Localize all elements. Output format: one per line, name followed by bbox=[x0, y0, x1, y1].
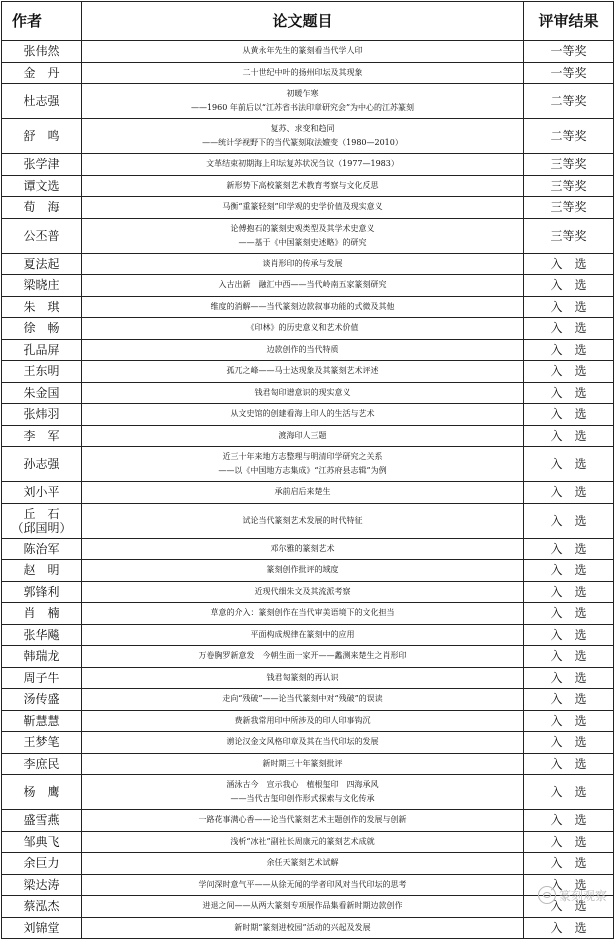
paper-title-cell bbox=[82, 603, 524, 625]
author-name: 李庶民 bbox=[23, 756, 60, 771]
table-row bbox=[2, 197, 614, 219]
paper-title-cell bbox=[82, 874, 524, 896]
author-cell bbox=[2, 710, 82, 732]
paper-title-cell bbox=[82, 318, 524, 340]
table-row bbox=[2, 218, 614, 253]
author-name: 蔡泓杰 bbox=[23, 899, 60, 914]
author-cell bbox=[2, 361, 82, 383]
author-name: 朱金国 bbox=[23, 385, 60, 400]
header-result: 评审结果 bbox=[524, 2, 614, 41]
paper-title-cell bbox=[82, 62, 524, 84]
author-name: 杜志强 bbox=[23, 94, 60, 108]
paper-subtitle: ——1960 年前后以“江苏省书法印章研究会”为中心的江苏篆刻 bbox=[190, 103, 415, 112]
paper-title: 浅析“冰社”副社长周康元的篆刻艺术成就 bbox=[230, 836, 375, 846]
paper-title: 马衡“重篆轻刻”印学观的史学价值及现实意义 bbox=[222, 202, 383, 212]
author-name: 公丕普 bbox=[23, 228, 60, 243]
paper-title: 入古出新 融汇中西——当代岭南五家篆刻研究 bbox=[218, 280, 387, 290]
table-row bbox=[2, 447, 614, 482]
paper-title-cell bbox=[82, 831, 524, 853]
author-name: 朱 琪 bbox=[23, 299, 60, 314]
author-cell bbox=[2, 538, 82, 560]
paper-title: 新时期“篆刻进校园”活动的兴起及发展 bbox=[234, 922, 371, 932]
result-cell: 三等奖 bbox=[524, 175, 614, 197]
paper-title-cell bbox=[82, 84, 524, 119]
author-cell bbox=[2, 84, 82, 119]
paper-title: 篆刻创作批评的域度 bbox=[266, 565, 339, 575]
table-row bbox=[2, 404, 614, 426]
result-cell: 入 选 bbox=[524, 896, 614, 918]
paper-title-cell bbox=[82, 917, 524, 939]
result-cell: 入 选 bbox=[524, 810, 614, 832]
paper-title: 余任天篆刻艺术试解 bbox=[266, 858, 339, 868]
author-name: 余巨力 bbox=[23, 856, 60, 871]
paper-title-cell bbox=[82, 581, 524, 603]
author-cell bbox=[2, 853, 82, 875]
author-name: 汤传盛 bbox=[23, 692, 60, 707]
result-cell: 入 选 bbox=[524, 382, 614, 404]
author-name: 邹典飞 bbox=[23, 834, 60, 849]
author-cell bbox=[2, 581, 82, 603]
paper-title: 费新我常用印中所涉及的印人印事钩沉 bbox=[234, 715, 371, 725]
paper-title-cell bbox=[82, 732, 524, 754]
author-name: 谭文选 bbox=[23, 178, 60, 193]
author-cell bbox=[2, 41, 82, 63]
paper-title: 谈肖形印的传承与发展 bbox=[262, 258, 343, 268]
author-cell bbox=[2, 382, 82, 404]
paper-title: 维度的消解——当代篆刻边款叙事功能的式微及其他 bbox=[210, 301, 395, 311]
result-cell: 入 选 bbox=[524, 503, 614, 538]
paper-title: 从黄永年先生的篆刻看当代学人印 bbox=[242, 46, 363, 56]
table-row bbox=[2, 603, 614, 625]
table-row bbox=[2, 275, 614, 297]
author-cell bbox=[2, 831, 82, 853]
table-row bbox=[2, 503, 614, 538]
table-row bbox=[2, 62, 614, 84]
paper-title-cell bbox=[82, 667, 524, 689]
result-cell: 入 选 bbox=[524, 581, 614, 603]
paper-title: 近三十年来地方志整理与明清印学研究之关系 bbox=[222, 452, 383, 461]
result-cell: 二等奖 bbox=[524, 84, 614, 119]
result-cell: 入 选 bbox=[524, 425, 614, 447]
table-row bbox=[2, 318, 614, 340]
paper-title-cell bbox=[82, 896, 524, 918]
table-body bbox=[2, 41, 614, 939]
author-name: 盛雪燕 bbox=[23, 813, 60, 828]
author-name: 刘小平 bbox=[23, 485, 60, 500]
table-row bbox=[2, 732, 614, 754]
paper-title: 近现代细朱文及其流派考察 bbox=[254, 586, 351, 596]
author-name: 夏法起 bbox=[23, 256, 60, 271]
result-cell: 一等奖 bbox=[524, 62, 614, 84]
paper-title: 一路花事满心香——论当代篆刻艺术主题创作的发展与创新 bbox=[198, 815, 407, 825]
author-cell bbox=[2, 503, 82, 538]
table-row bbox=[2, 296, 614, 318]
paper-title-cell bbox=[82, 253, 524, 275]
paper-title: 走向“残破”——论当代篆刻中对“残破”的误读 bbox=[222, 694, 383, 704]
paper-title: 草意的介入：篆刻创作在当代审美语境下的文化担当 bbox=[210, 608, 395, 618]
paper-title-cell bbox=[82, 425, 524, 447]
author-cell bbox=[2, 874, 82, 896]
paper-title: 初暖乍寒 bbox=[286, 89, 319, 98]
author-cell bbox=[2, 62, 82, 84]
result-cell: 入 选 bbox=[524, 339, 614, 361]
author-name: 金 丹 bbox=[23, 65, 60, 80]
author-name: 王东明 bbox=[23, 364, 60, 379]
author-name: 张华飚 bbox=[23, 627, 60, 642]
paper-title: 论傅抱石的篆刻史观类型及其学术史意义 bbox=[230, 223, 375, 233]
author-name: 韩瑞龙 bbox=[23, 649, 60, 664]
paper-title: 渡海印人三题 bbox=[278, 430, 327, 440]
paper-title: 进退之间——从两大篆刻专项展作品集看新时期边款创作 bbox=[202, 901, 403, 911]
wechat-icon bbox=[538, 886, 556, 904]
author-name: 刘锦堂 bbox=[23, 920, 60, 935]
author-name: 陈治军 bbox=[23, 541, 60, 556]
paper-title-cell bbox=[82, 154, 524, 176]
paper-title-cell bbox=[82, 538, 524, 560]
result-cell: 二等奖 bbox=[524, 119, 614, 154]
paper-title-cell bbox=[82, 296, 524, 318]
author-cell bbox=[2, 425, 82, 447]
author-cell bbox=[2, 810, 82, 832]
author-cell bbox=[2, 404, 82, 426]
paper-title: 万卷胸罗新意发 今朝生面一家开——蠡测来楚生之肖形印 bbox=[198, 651, 407, 661]
author-cell bbox=[2, 119, 82, 154]
result-cell: 入 选 bbox=[524, 775, 614, 810]
table-row bbox=[2, 425, 614, 447]
result-cell: 入 选 bbox=[524, 874, 614, 896]
paper-title-cell bbox=[82, 646, 524, 668]
paper-title-cell bbox=[82, 218, 524, 253]
paper-title-cell bbox=[82, 382, 524, 404]
result-cell: 入 选 bbox=[524, 296, 614, 318]
paper-title-cell bbox=[82, 361, 524, 383]
table-row bbox=[2, 624, 614, 646]
paper-title: 承前启后来楚生 bbox=[274, 487, 331, 497]
paper-title-cell bbox=[82, 119, 524, 154]
author-name: 肖 楠 bbox=[23, 606, 60, 621]
author-name: 王梦笔 bbox=[23, 735, 60, 750]
table-row bbox=[2, 339, 614, 361]
paper-title-cell bbox=[82, 775, 524, 810]
result-cell: 入 选 bbox=[524, 603, 614, 625]
author-cell bbox=[2, 175, 82, 197]
author-cell bbox=[2, 896, 82, 918]
author-cell bbox=[2, 624, 82, 646]
author-cell bbox=[2, 917, 82, 939]
paper-title: 学问深时意气平——从徐无闻的学者印风对当代印坛的思考 bbox=[198, 879, 407, 889]
paper-subtitle: ——当代古玺印创作形式探索与文化传承 bbox=[230, 794, 375, 803]
author-name: 梁晓庄 bbox=[23, 278, 60, 293]
result-cell: 入 选 bbox=[524, 538, 614, 560]
header-author: 作者 bbox=[2, 2, 82, 41]
result-cell: 一等奖 bbox=[524, 41, 614, 63]
table-row bbox=[2, 874, 614, 896]
author-cell bbox=[2, 197, 82, 219]
paper-title: 新形势下高校篆刻艺术教育考察与文化反思 bbox=[226, 180, 379, 190]
paper-title-cell bbox=[82, 753, 524, 775]
author-cell bbox=[2, 646, 82, 668]
result-cell: 入 选 bbox=[524, 275, 614, 297]
paper-title: 钱君匋篆刻的再认识 bbox=[266, 672, 339, 682]
result-cell: 入 选 bbox=[524, 361, 614, 383]
paper-title-cell bbox=[82, 447, 524, 482]
paper-title-cell bbox=[82, 710, 524, 732]
paper-title: 二十世纪中叶的扬州印坛及其现象 bbox=[242, 67, 363, 77]
table-row bbox=[2, 896, 614, 918]
author-cell bbox=[2, 296, 82, 318]
paper-subtitle: ——统计学视野下的当代篆刻取法嬗变（1980—2010） bbox=[202, 138, 403, 147]
result-cell: 入 选 bbox=[524, 253, 614, 275]
author-name: 张伟然 bbox=[23, 44, 60, 59]
result-cell: 三等奖 bbox=[524, 154, 614, 176]
paper-title-cell bbox=[82, 810, 524, 832]
awards-table bbox=[1, 1, 614, 939]
author-name: 张学津 bbox=[23, 157, 60, 172]
paper-title-cell bbox=[82, 689, 524, 711]
author-cell bbox=[2, 667, 82, 689]
result-cell: 入 选 bbox=[524, 710, 614, 732]
paper-title-cell bbox=[82, 482, 524, 504]
result-cell: 入 选 bbox=[524, 646, 614, 668]
author-name: 郭锋利 bbox=[23, 584, 60, 599]
table-row bbox=[2, 538, 614, 560]
table-row bbox=[2, 710, 614, 732]
table-row bbox=[2, 560, 614, 582]
author-name: 孙志强 bbox=[23, 457, 60, 471]
paper-title-cell bbox=[82, 853, 524, 875]
paper-title-cell bbox=[82, 175, 524, 197]
result-cell: 入 选 bbox=[524, 447, 614, 482]
paper-title: 涵泳古今 宣示我心 植根玺印 四海承风 bbox=[226, 780, 379, 789]
table-row bbox=[2, 361, 614, 383]
result-cell: 入 选 bbox=[524, 753, 614, 775]
author-name: 徐 畅 bbox=[23, 321, 60, 336]
table-row bbox=[2, 154, 614, 176]
result-cell: 入 选 bbox=[524, 318, 614, 340]
result-cell: 三等奖 bbox=[524, 218, 614, 253]
paper-title: 试论当代篆刻艺术发展的时代特征 bbox=[242, 515, 363, 525]
table-row bbox=[2, 581, 614, 603]
paper-title: 邓尔雅的篆刻艺术 bbox=[270, 543, 335, 553]
paper-title: 钱君匋印谱意识的现实意义 bbox=[254, 387, 351, 397]
paper-title-cell bbox=[82, 339, 524, 361]
table-row bbox=[2, 853, 614, 875]
author-name: 张炜羽 bbox=[23, 407, 60, 422]
author-name: 舒 鸣 bbox=[23, 129, 60, 143]
paper-title-cell bbox=[82, 41, 524, 63]
paper-title: 文革结束初期海上印坛复苏状况刍议（1977—1983） bbox=[206, 159, 399, 169]
author-cell bbox=[2, 253, 82, 275]
result-cell: 入 选 bbox=[524, 689, 614, 711]
result-cell: 入 选 bbox=[524, 853, 614, 875]
table-row bbox=[2, 917, 614, 939]
paper-title: 新时期三十年篆刻批评 bbox=[262, 758, 343, 768]
author-name: 杨 鹰 bbox=[23, 785, 60, 799]
result-cell: 入 选 bbox=[524, 560, 614, 582]
paper-subtitle: ——以《中国地方志集成》“江苏府县志辑”为例 bbox=[218, 466, 387, 475]
author-alt-name: （邱国明） bbox=[11, 520, 72, 535]
table-row bbox=[2, 810, 614, 832]
table-header-row bbox=[2, 2, 614, 41]
author-cell bbox=[2, 689, 82, 711]
table-row bbox=[2, 382, 614, 404]
table-row bbox=[2, 175, 614, 197]
paper-title: 边款创作的当代特质 bbox=[266, 344, 339, 354]
paper-title: 复苏、求变和趋同 bbox=[270, 124, 335, 133]
author-cell bbox=[2, 447, 82, 482]
author-cell bbox=[2, 482, 82, 504]
table-row bbox=[2, 667, 614, 689]
author-name: 李 军 bbox=[23, 428, 60, 443]
author-cell bbox=[2, 560, 82, 582]
result-cell: 入 选 bbox=[524, 624, 614, 646]
result-cell: 三等奖 bbox=[524, 197, 614, 219]
paper-title-cell bbox=[82, 197, 524, 219]
author-cell bbox=[2, 318, 82, 340]
watermark bbox=[538, 886, 607, 904]
table-row bbox=[2, 689, 614, 711]
paper-title-cell bbox=[82, 275, 524, 297]
result-cell: 入 选 bbox=[524, 831, 614, 853]
author-name: 荀 海 bbox=[23, 200, 60, 215]
author-cell bbox=[2, 775, 82, 810]
table-row bbox=[2, 753, 614, 775]
result-cell: 入 选 bbox=[524, 667, 614, 689]
watermark-text: 篆刻观察 bbox=[558, 888, 607, 903]
author-cell bbox=[2, 603, 82, 625]
author-cell bbox=[2, 275, 82, 297]
table-row bbox=[2, 119, 614, 154]
author-name: 丘 石 bbox=[23, 506, 60, 521]
paper-title-cell bbox=[82, 503, 524, 538]
table-row bbox=[2, 775, 614, 810]
table-row bbox=[2, 41, 614, 63]
table-row bbox=[2, 646, 614, 668]
table-row bbox=[2, 831, 614, 853]
result-cell: 入 选 bbox=[524, 732, 614, 754]
author-name: 周子牛 bbox=[23, 670, 60, 685]
author-cell bbox=[2, 753, 82, 775]
result-cell: 入 选 bbox=[524, 404, 614, 426]
author-cell bbox=[2, 732, 82, 754]
author-cell bbox=[2, 339, 82, 361]
result-cell: 入 选 bbox=[524, 917, 614, 939]
paper-title: 谫论汉金文风格印章及其在当代印坛的发展 bbox=[226, 737, 379, 747]
paper-title-cell bbox=[82, 624, 524, 646]
author-name: 孔品屏 bbox=[23, 342, 60, 357]
table-row bbox=[2, 253, 614, 275]
paper-title: 从文史馆的创建看海上印人的生活与艺术 bbox=[230, 409, 375, 419]
paper-title: 《印林》的历史意义和艺术价值 bbox=[246, 323, 359, 333]
table-row bbox=[2, 482, 614, 504]
author-name: 靳慧慧 bbox=[23, 713, 60, 728]
header-title: 论文题目 bbox=[82, 2, 524, 41]
paper-subtitle: ——基于《中国篆刻史述略》的研究 bbox=[238, 237, 367, 247]
author-name: 梁达涛 bbox=[23, 877, 60, 892]
paper-title-cell bbox=[82, 404, 524, 426]
author-name: 赵 明 bbox=[23, 563, 60, 578]
table-row bbox=[2, 84, 614, 119]
author-cell bbox=[2, 154, 82, 176]
author-cell bbox=[2, 218, 82, 253]
paper-title-cell bbox=[82, 560, 524, 582]
result-cell: 入 选 bbox=[524, 482, 614, 504]
paper-title: 平面构成规律在篆刻中的应用 bbox=[250, 629, 355, 639]
paper-title: 孤兀之峰——马士达现象及其篆刻艺术评述 bbox=[226, 366, 379, 376]
